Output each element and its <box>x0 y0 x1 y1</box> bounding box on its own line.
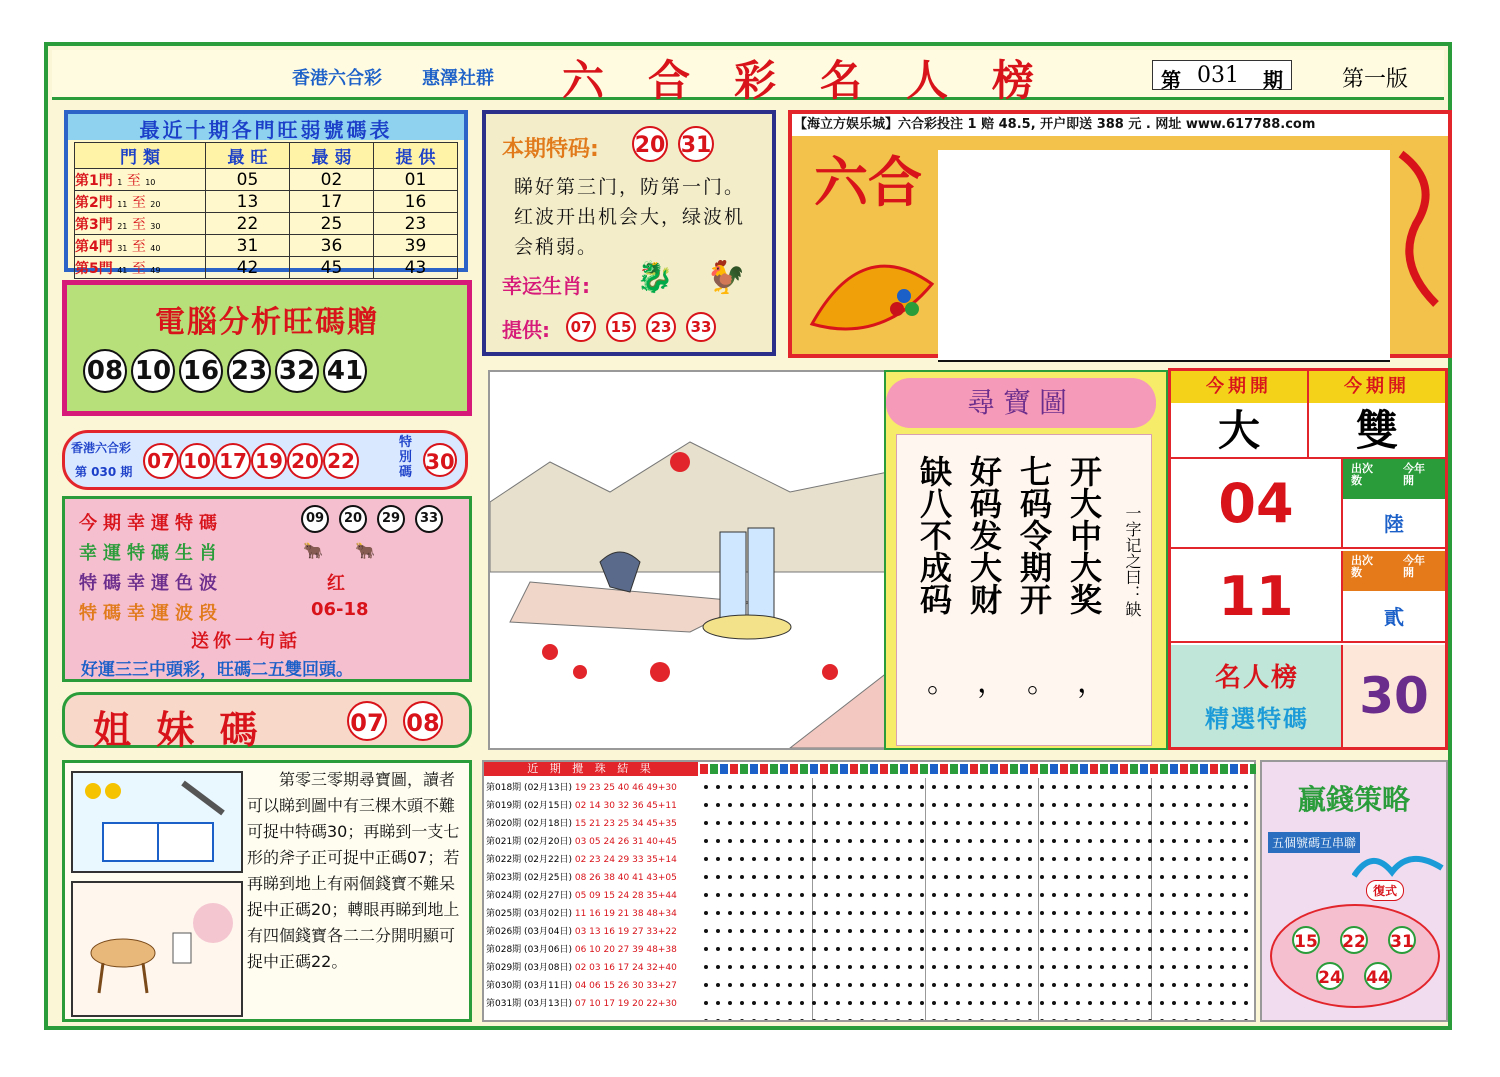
sister-panel <box>62 692 472 752</box>
poem-punct: 。 <box>1027 665 1057 700</box>
table-row <box>75 191 458 213</box>
number-ball: 08 <box>83 349 127 393</box>
poem-column: 七码令期开 <box>1015 455 1053 615</box>
number-ball: 20 <box>632 126 668 162</box>
period: 第023期 <box>486 873 522 883</box>
side-label: 出次数 <box>1351 554 1373 579</box>
lucky-panel <box>62 496 472 682</box>
gate-to-label: 至 <box>131 260 146 277</box>
dragon-icon: 🐉 <box>636 260 674 295</box>
list-item: 第026期 (03月04日) 03 13 16 19 27 33+22 <box>486 927 677 937</box>
nums: 19 23 25 40 46 49+30 <box>574 783 677 793</box>
offer-cell: 01 <box>374 169 458 191</box>
book-icon <box>73 773 241 871</box>
nums: 15 21 23 25 34 45+35 <box>574 819 677 829</box>
poem-column: 好码发大财 <box>965 455 1003 615</box>
hot-cell: 13 <box>206 191 290 213</box>
number-ball: 10 <box>131 349 175 393</box>
list-item: 第018期 (02月13日) 19 23 25 40 46 49+30 <box>486 783 677 793</box>
number-ball: 09 <box>301 505 329 533</box>
lucky-range: 06-18 <box>311 599 369 620</box>
treasure-poem-area <box>896 434 1152 746</box>
page-title: 六合彩名人榜 <box>562 56 1079 105</box>
bottom-subtitle: 精選特碼 <box>1205 705 1309 733</box>
issue-box <box>1152 60 1292 90</box>
col-header: 門 類 <box>75 143 206 169</box>
gate-to: 49 <box>150 265 161 275</box>
period: 第022期 <box>486 855 522 865</box>
brand-name-1: 香港六合彩 <box>292 68 382 89</box>
number-ball: 22 <box>1340 926 1368 954</box>
gate-to: 20 <box>150 199 161 209</box>
explain-panel <box>62 760 472 1022</box>
period: 第026期 <box>486 927 522 937</box>
result-side-head-2 <box>1343 551 1445 591</box>
treasure-title: 尋寶圖 <box>886 378 1156 428</box>
lucky-quote: 好運三三中頭彩，旺碼二五雙回頭。 <box>81 660 353 680</box>
side-note: 一字记之曰：缺 <box>1123 505 1142 617</box>
date: 02月22日 <box>527 855 569 865</box>
result-num-1: 04 <box>1171 459 1343 549</box>
nums: 07 10 17 19 20 22+30 <box>574 999 677 1009</box>
date: 02月25日 <box>527 873 569 883</box>
nums: 11 16 19 21 38 48+34 <box>574 909 677 919</box>
result-head-1: 今期開 <box>1171 371 1309 403</box>
period: 第025期 <box>486 909 522 919</box>
table-row <box>75 257 458 279</box>
number-ball: 17 <box>215 443 251 479</box>
offer-cell: 16 <box>374 191 458 213</box>
nums: 03 05 24 26 31 40+45 <box>574 837 677 847</box>
history-title: 近 期 攪 珠 結 果 <box>484 762 698 776</box>
nums: 02 14 30 32 36 45+11 <box>574 801 677 811</box>
number-ball: 41 <box>323 349 367 393</box>
hot-cell: 31 <box>206 235 290 257</box>
poem-column: 缺八不成码 <box>915 455 953 615</box>
lucky-row2-label: 幸運特碼生肖 <box>79 543 223 564</box>
number-ball: 33 <box>686 312 716 342</box>
strategy-subtitle: 五個號碼互串聯 <box>1268 832 1360 853</box>
special-label: 本期特码: <box>502 137 599 162</box>
number-ball: 44 <box>1364 962 1392 990</box>
nums: 02 03 16 17 24 32+40 <box>574 963 677 973</box>
gate-label: 第3門 <box>75 216 113 233</box>
period: 第031期 <box>486 999 522 1009</box>
gate-from: 21 <box>117 221 128 231</box>
gate-table-title: 最近十期各門旺弱號碼表 <box>68 114 464 140</box>
number-ball: 29 <box>377 505 405 533</box>
poem-punct: ， <box>1077 665 1107 700</box>
hot-cell: 05 <box>206 169 290 191</box>
list-item: 第020期 (02月18日) 15 21 23 25 34 45+35 <box>486 819 677 829</box>
hot-cell: 42 <box>206 257 290 279</box>
number-ball: 23 <box>227 349 271 393</box>
number-ball: 20 <box>287 443 323 479</box>
computer-numbers <box>83 349 367 393</box>
date: 03月11日 <box>527 981 569 991</box>
sister-label: 姐 妹 碼 <box>93 708 264 752</box>
gate-from: 11 <box>117 199 128 209</box>
table-row <box>75 213 458 235</box>
gate-to-label: 至 <box>131 216 146 233</box>
issue-suffix: 期 <box>1263 68 1283 92</box>
gate-to: 40 <box>150 243 161 253</box>
list-item: 第025期 (03月02日) 11 16 19 21 38 48+34 <box>486 909 677 919</box>
book-illustration <box>71 771 243 873</box>
number-ball: 24 <box>1316 962 1344 990</box>
result-big-small: 大 <box>1171 403 1309 459</box>
lucky-row4-label: 特碼幸運波段 <box>79 603 223 624</box>
dot-pattern <box>700 778 1256 1020</box>
period: 第029期 <box>486 963 522 973</box>
side-label2: 今年開 <box>1403 462 1425 487</box>
side-label: 出次数 <box>1351 462 1373 487</box>
bottom-title: 名人榜 <box>1214 663 1299 693</box>
gate-label: 第5門 <box>75 260 113 277</box>
number-ball: 19 <box>251 443 287 479</box>
last-draw-numbers <box>143 443 359 479</box>
list-item: 第024期 (02月27日) 05 09 15 24 28 35+44 <box>486 891 677 901</box>
history-panel <box>482 760 1256 1022</box>
treasure-scene <box>488 370 890 750</box>
gate-label: 第2門 <box>75 194 113 211</box>
special-panel <box>482 110 776 356</box>
date: 02月15日 <box>527 801 569 811</box>
issue-number: 031 <box>1197 63 1239 88</box>
lucky-row3-label: 特碼幸運色波 <box>79 573 223 594</box>
lucky-color: 红 <box>327 573 345 594</box>
gate-label: 第4門 <box>75 238 113 255</box>
table-row <box>75 169 458 191</box>
nums: 08 26 38 40 41 43+05 <box>574 873 677 883</box>
header-bar <box>52 50 1444 105</box>
date: 02月20日 <box>527 837 569 847</box>
strategy-panel <box>1260 760 1448 1022</box>
last-draw-panel <box>62 430 468 490</box>
number-ball: 07 <box>566 312 596 342</box>
special-text: 睇好第三门，防第一门。红波开出机会大，绿波机会稍弱。 <box>514 176 746 258</box>
list-item: 第031期 (03月13日) 07 10 17 19 20 22+30 <box>486 999 677 1009</box>
number-ball: 33 <box>415 505 443 533</box>
list-item: 第019期 (02月15日) 02 14 30 32 36 45+11 <box>486 801 677 811</box>
lucky-numbers <box>301 505 443 533</box>
scene-illustration-icon <box>490 372 888 748</box>
lucky-row5-label: 送你一句話 <box>191 631 301 652</box>
swirl-decoration-icon <box>1396 144 1446 344</box>
result-bottom-left <box>1171 645 1343 747</box>
horse-icon <box>73 883 241 1015</box>
cold-cell: 25 <box>290 213 374 235</box>
nums: 02 23 24 29 33 35+14 <box>574 855 677 865</box>
gate-from: 1 <box>117 177 123 187</box>
dragon-decoration-icon <box>802 224 952 344</box>
period: 第018期 <box>486 783 522 793</box>
number-ball: 16 <box>179 349 223 393</box>
col-header: 最 弱 <box>290 143 374 169</box>
edition-label: 第一版 <box>1342 67 1409 92</box>
number-ball: 31 <box>678 126 714 162</box>
wave-icon <box>1352 846 1446 886</box>
number-ball: 10 <box>179 443 215 479</box>
col-header: 最 旺 <box>206 143 290 169</box>
date: 02月27日 <box>527 891 569 901</box>
result-panel <box>1168 368 1448 750</box>
history-list <box>486 780 698 1014</box>
last-draw-label2: 第 030 期 <box>75 465 133 479</box>
nums: 04 06 15 26 30 33+27 <box>574 981 677 991</box>
number-ball: 23 <box>646 312 676 342</box>
number-ball: 31 <box>1388 926 1416 954</box>
date: 03月04日 <box>527 927 569 937</box>
list-item: 第022期 (02月22日) 02 23 24 29 33 35+14 <box>486 855 677 865</box>
last-draw-label1: 香港六合彩 <box>71 441 132 455</box>
special-label: 特別碼 <box>399 435 413 480</box>
side-label2: 今年開 <box>1403 554 1425 579</box>
page-frame <box>44 42 1452 1030</box>
lucky-row1-label: 今期幸運特碼 <box>79 513 223 534</box>
date: 03月13日 <box>527 999 569 1009</box>
strategy-title: 贏錢策略 <box>1297 783 1410 816</box>
gate-to: 10 <box>145 177 156 187</box>
gate-from: 31 <box>117 243 128 253</box>
hot-cell: 22 <box>206 213 290 235</box>
number-ball: 22 <box>323 443 359 479</box>
cold-cell: 02 <box>290 169 374 191</box>
gate-to-label: 至 <box>126 172 141 189</box>
result-odd-even: 雙 <box>1309 403 1445 459</box>
number-ball: 07 <box>347 701 387 741</box>
gate-to-label: 至 <box>131 194 146 211</box>
nums: 06 10 20 27 39 48+38 <box>574 945 677 955</box>
offer-numbers <box>566 312 716 342</box>
poem-punct: ， <box>977 665 1007 700</box>
strategy-tag: 復式 <box>1366 880 1404 901</box>
gate-to-label: 至 <box>131 238 146 255</box>
zodiac-label: 幸运生肖: <box>502 274 590 298</box>
gate-label: 第1門 <box>75 172 113 189</box>
date: 03月06日 <box>527 945 569 955</box>
rooster-icon: 🐓 <box>706 258 746 296</box>
poem-column: 开大中大奖 <box>1065 455 1103 615</box>
result-side-val-2: 貳 <box>1343 591 1445 643</box>
offer-label: 提供: <box>502 318 550 342</box>
computer-title: 電腦分析旺碼贈 <box>155 305 379 340</box>
poem-punct: 。 <box>927 665 957 700</box>
number-ball: 07 <box>143 443 179 479</box>
result-head-2: 今期開 <box>1309 371 1445 403</box>
list-item: 第028期 (03月06日) 06 10 20 27 39 48+38 <box>486 945 677 955</box>
number-ball: 15 <box>1292 926 1320 954</box>
ox-icon: 🐂 <box>303 541 323 560</box>
ad-logo: 六合 <box>814 151 922 214</box>
date: 03月08日 <box>527 963 569 973</box>
period: 第030期 <box>486 981 522 991</box>
list-item: 第029期 (03月08日) 02 03 16 17 24 32+40 <box>486 963 677 973</box>
ad-white-area <box>938 150 1390 362</box>
result-side-head-1 <box>1343 459 1445 499</box>
cold-cell: 36 <box>290 235 374 257</box>
explain-text: 第零三零期尋寶圖，讀者可以睇到圖中有三棵木頭不難可捉中特碼30；再睇到一支七形的斧子正可捉中正碼07；若再睇到地上有兩個錢寶不難呆捉中正碼20；轉眼再睇到地上有四個錢寶各二二分開明顯可捉中正碼22。 <box>247 770 460 971</box>
list-item: 第030期 (03月11日) 04 06 15 26 30 33+27 <box>486 981 677 991</box>
period: 第020期 <box>486 819 522 829</box>
horse-illustration <box>71 881 243 1017</box>
list-item: 第023期 (02月25日) 08 26 38 40 41 43+05 <box>486 873 677 883</box>
date: 02月13日 <box>527 783 569 793</box>
number-ball: 08 <box>403 701 443 741</box>
ad-text[interactable]: 【海立方娱乐城】六合彩投注 1 赔 48.5, 开户即送 388 元 . 网址 www.617788.com <box>792 114 1448 136</box>
col-header: 提 供 <box>374 143 458 169</box>
result-num-2: 11 <box>1171 551 1343 643</box>
cold-cell: 45 <box>290 257 374 279</box>
brand-name-2: 惠澤社群 <box>422 68 494 89</box>
ox-icon: 🐂 <box>355 541 375 560</box>
table-row <box>75 235 458 257</box>
offer-cell: 23 <box>374 213 458 235</box>
issue-prefix: 第 <box>1161 68 1181 92</box>
ad-banner <box>788 110 1452 358</box>
result-side-val-1: 陸 <box>1343 499 1445 549</box>
gate-to: 30 <box>150 221 161 231</box>
number-ball: 32 <box>275 349 319 393</box>
dot-grid <box>700 778 1256 1020</box>
gate-from: 41 <box>117 265 128 275</box>
gate-table-panel <box>64 110 468 278</box>
period: 第024期 <box>486 891 522 901</box>
treasure-panel <box>884 370 1168 750</box>
nums: 05 09 15 24 28 35+44 <box>574 891 677 901</box>
number-ball: 15 <box>606 312 636 342</box>
computer-panel <box>62 280 472 416</box>
color-ball-strip <box>700 764 1256 774</box>
number-ball: 20 <box>339 505 367 533</box>
offer-cell: 39 <box>374 235 458 257</box>
strategy-numbers <box>1270 904 1440 1008</box>
offer-cell: 43 <box>374 257 458 279</box>
gate-table <box>74 142 458 279</box>
cold-cell: 17 <box>290 191 374 213</box>
period: 第028期 <box>486 945 522 955</box>
period: 第019期 <box>486 801 522 811</box>
bottom-number: 30 <box>1343 645 1445 747</box>
date: 02月18日 <box>527 819 569 829</box>
nums: 03 13 16 19 27 33+22 <box>574 927 677 937</box>
date: 03月02日 <box>527 909 569 919</box>
list-item: 第021期 (02月20日) 03 05 24 26 31 40+45 <box>486 837 677 847</box>
period: 第021期 <box>486 837 522 847</box>
special-ball: 30 <box>423 443 457 477</box>
